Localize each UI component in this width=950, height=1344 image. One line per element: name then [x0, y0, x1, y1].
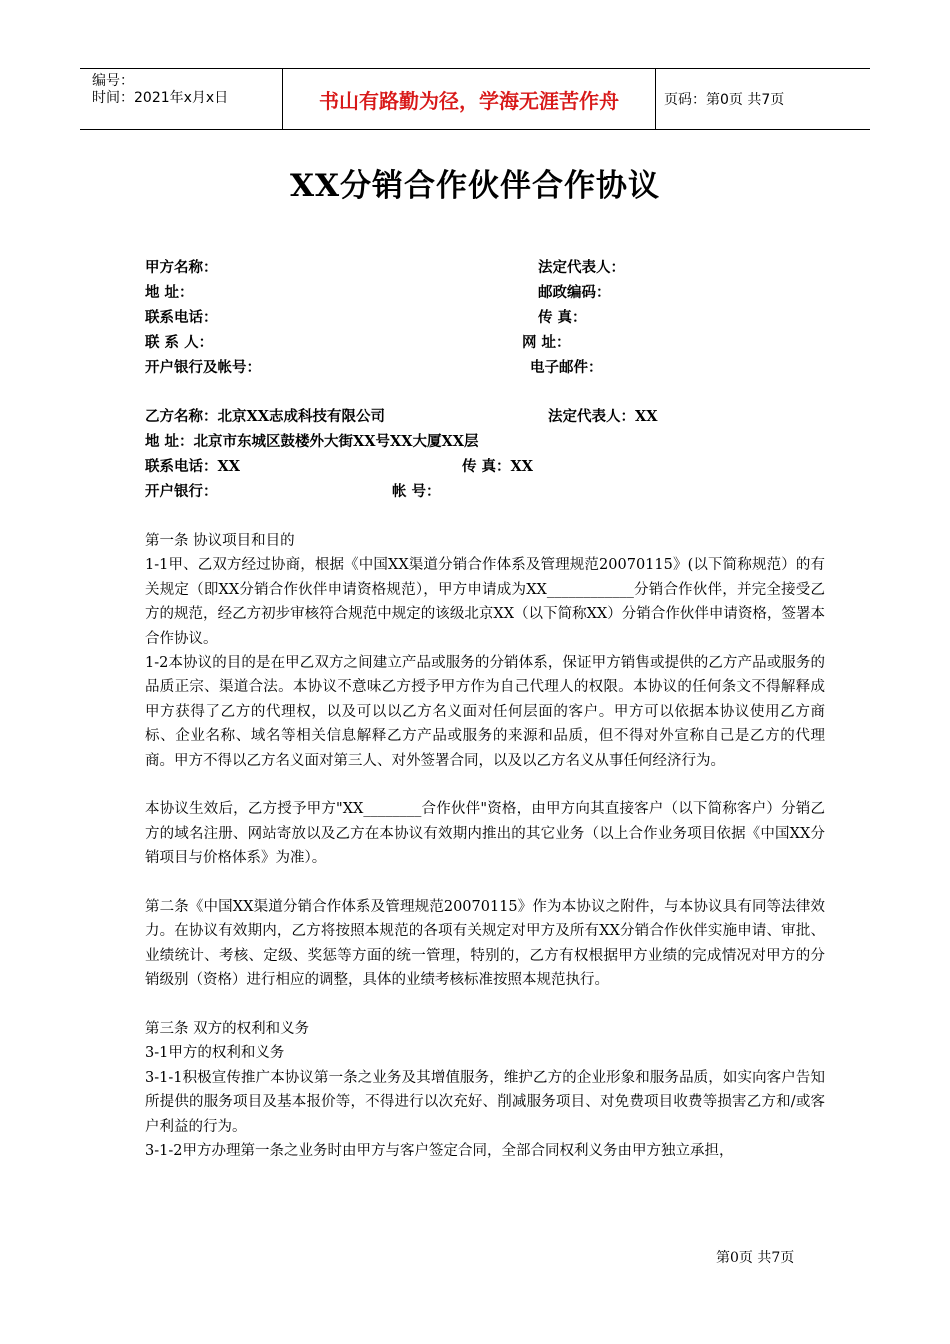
- party-a-postcode: 邮政编码：: [538, 284, 611, 301]
- clause-3-1-2: 3-1-2甲方办理第一条之业务时由甲方与客户签定合同，全部合同权利义务由甲方独立承担，: [145, 1143, 734, 1160]
- party-a-name: 甲方名称：: [145, 259, 218, 276]
- party-b-phone: 联系电话：XX: [145, 458, 241, 475]
- article-3-heading: 第三条 双方的权利和义务: [145, 1021, 310, 1038]
- authorization-paragraph: 本协议生效后，乙方授予甲方"XX________合作伙伴"资格，由甲方向其直接客户（以下简称客户）分销乙方的域名注册、网站寄放以及乙方在本协议有效期内推出的其它业务（以上合作业务项目依据《中国XX分销项目与价格体系》为准）。: [145, 801, 825, 867]
- party-a-email: 电子邮件：: [530, 359, 603, 376]
- document-title: XX分销合作伙伴合作协议: [289, 168, 661, 204]
- party-a-phone: 联系电话：: [145, 309, 218, 326]
- party-a-bank: 开户银行及帐号：: [145, 359, 261, 376]
- party-b-fax: 传 真：XX: [462, 458, 534, 475]
- paragraph-gap: [145, 993, 825, 1017]
- article-2: 第二条《中国XX渠道分销合作体系及管理规范20070115》作为本协议之附件，与本协议具有同等法律效力。在协议有效期内，乙方将按照本规范的各项有关规定对甲方及所有XX分销合作伙伴实施申请、审批、业绩统计、考核、定级、奖惩等方面的统一管理，特别的，乙方有权根据甲方业绩的完成情况对甲方的分销级别（资格）进行相应的调整，具体的业绩考核标准按照本规范执行。: [145, 899, 825, 989]
- clause-3-1: 3-1甲方的权利和义务: [145, 1045, 285, 1062]
- party-b-bank: 开户银行：: [145, 483, 218, 500]
- party-b-address: 地 址：北京市东城区鼓楼外大街XX号XX大厦XX层: [145, 433, 479, 450]
- agreement-body: [145, 529, 825, 1164]
- party-a-legal-rep: 法定代表人：: [538, 259, 625, 276]
- clause-1-2: 1-2本协议的目的是在甲乙双方之间建立产品或服务的分销体系，保证甲方销售或提供的乙方产品或服务的品质正宗、渠道合法。本协议不意味乙方授予甲方作为自己代理人的权限。本协议的任何条文不得解释成甲方获得了乙方的代理权，以及可以以乙方名义面对任何层面的客户。甲方可以依据本协议使用乙方商标、企业名称、域名等相关信息解释乙方产品或服务的来源和品质，但不得对外宣称自己是乙方的代理商。甲方不得以乙方名义面对第三人、对外签署合同，以及以乙方名义从事任何经济行为。: [145, 655, 825, 769]
- header-page-number: 页码：第0页 共7页: [664, 92, 785, 108]
- clause-1-1: 1-1甲、乙双方经过协商，根据《中国XX渠道分销合作体系及管理规范20070115》(以下简称规范）的有关规定（即XX分销合作伙伴申请资格规范），甲方申请成为XX____________分销合作伙伴，并完全接受乙方的规范，经乙方初步审核符合规范中规定的该级北京XX（以下简称XX）分销合作伙伴申请资格，签署本合作协议。: [145, 557, 825, 647]
- page-footer: 第0页 共7页: [716, 1250, 795, 1266]
- party-a-website: 网 址：: [522, 334, 571, 351]
- party-b-legal-rep: 法定代表人：XX: [548, 408, 658, 425]
- header-bar: [80, 68, 870, 130]
- paragraph-gap: [145, 773, 825, 797]
- clause-3-1-1: 3-1-1积极宣传推广本协议第一条之业务及其增值服务，维护乙方的企业形象和服务品质，如实向客户告知所提供的服务项目及基本报价等，不得进行以次充好、削减服务项目、对免费项目收费等损害乙方和/或客户利益的行为。: [145, 1069, 825, 1135]
- party-a-contact: 联 系 人：: [145, 334, 214, 351]
- header-motto: 书山有路勤为径，学海无涯苦作舟: [282, 69, 656, 129]
- party-b-account: 帐 号：: [392, 483, 441, 500]
- serial-label: 编号：: [92, 73, 134, 89]
- party-a-address: 地 址：: [145, 284, 194, 301]
- header-meta: [80, 69, 282, 129]
- party-b-name: 乙方名称：北京XX志成科技有限公司: [145, 408, 385, 425]
- article-1-heading: 第一条 协议项目和目的: [145, 533, 295, 549]
- paragraph-gap: [145, 871, 825, 895]
- date-label: 时间：2021年x月x日: [92, 90, 229, 106]
- party-a-fax: 传 真：: [538, 309, 587, 326]
